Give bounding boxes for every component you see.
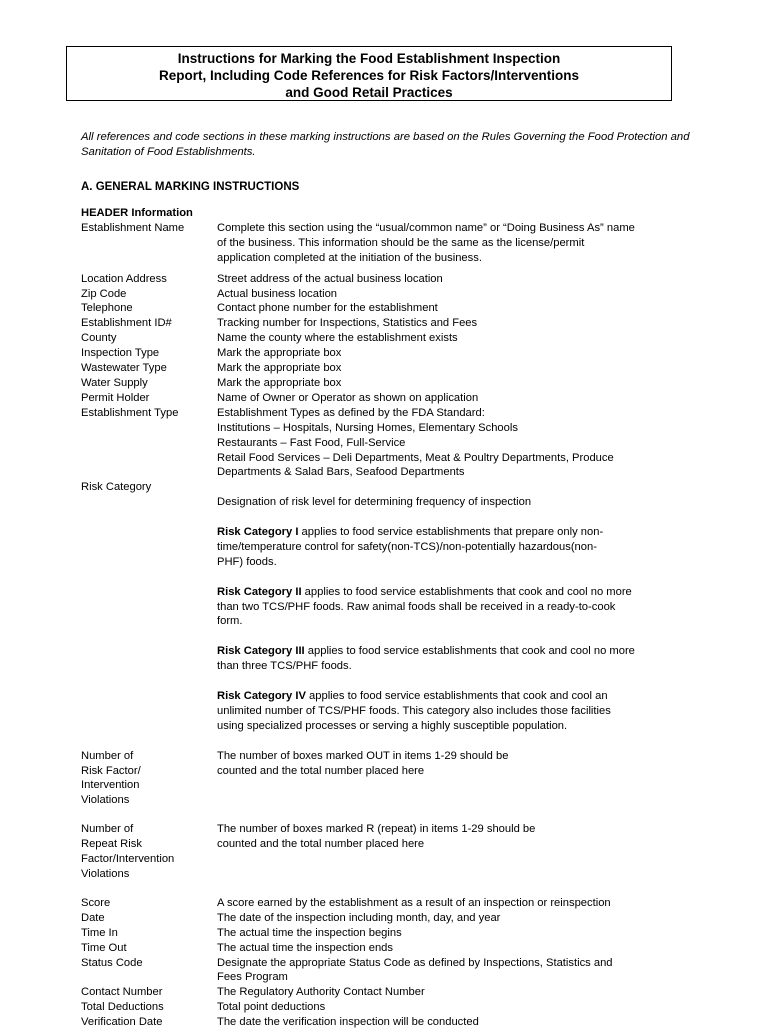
risk-category-3: [217, 644, 701, 674]
row-establishment-name: [81, 221, 701, 266]
row-label: Time Out: [81, 941, 127, 954]
risk-category-2: [217, 585, 701, 630]
risk-category-2-text: applies to food service establishments that cook and cool no more than two TCS/PHF foods. Raw animal foods shall be received in a ready-to-cook form.: [217, 585, 632, 628]
row-label: Number of Risk Factor/ Intervention Violations: [81, 749, 141, 807]
row-description: The number of boxes marked R (repeat) in items 1-29 should be counted and the total number placed here: [217, 823, 536, 851]
row-description: The number of boxes marked OUT in items 1-29 should be counted and the total number placed here: [217, 749, 509, 777]
risk-category-2-title: Risk Category II: [217, 585, 302, 598]
row-water-supply: [81, 376, 701, 391]
risk-category-3-title: Risk Category III: [217, 645, 305, 658]
row-zip-code: [81, 287, 701, 302]
row-label: Risk Category: [81, 481, 152, 494]
row-status-code: [81, 956, 701, 986]
row-number-repeat-violations: [81, 822, 701, 882]
row-description: The date of the inspection including month, day, and year: [217, 911, 501, 924]
row-score: [81, 896, 701, 911]
row-time-in: [81, 926, 701, 941]
row-label: Status Code: [81, 956, 143, 969]
row-description: Establishment Types as defined by the FDA Standard: Institutions – Hospitals, Nursing Homes, Elementary Schools Restaurants – Fast Food, Full-Service Retail Food Services – Deli Departments, Meat & Poultry Departments, Produce Departments & Salad Bars, Seafood Departments: [217, 406, 614, 479]
row-time-out: [81, 941, 701, 956]
row-description: A score earned by the establishment as a result of an inspection or reinspection: [217, 896, 611, 909]
row-county: [81, 331, 701, 346]
row-label: Contact Number: [81, 986, 163, 999]
row-label: Score: [81, 896, 111, 909]
row-establishment-id: [81, 316, 701, 331]
document-title-box: [66, 46, 672, 101]
row-description: The actual time the inspection begins: [217, 926, 402, 939]
intro-paragraph: All references and code sections in these marking instructions are based on the Rules Governing the Food Protection and Sanitation of Food Establishments.: [81, 131, 690, 158]
risk-category-4: [217, 689, 701, 734]
row-label: Date: [81, 911, 105, 924]
row-description: The Regulatory Authority Contact Number: [217, 986, 425, 999]
row-label: Establishment ID#: [81, 317, 172, 330]
row-label: Permit Holder: [81, 391, 150, 404]
row-label: Inspection Type: [81, 347, 160, 360]
row-location-address: [81, 272, 701, 287]
row-description: Total point deductions: [217, 1001, 326, 1014]
row-label: Wastewater Type: [81, 362, 167, 375]
row-label: Zip Code: [81, 287, 127, 300]
risk-category-4-text: applies to food service establishments that cook and cool an unlimited number of TCS/PHF foods. This category also includes those facilities using specialized processes or serving a highly susceptible population.: [217, 690, 611, 732]
row-label: Time In: [81, 926, 118, 939]
title-line-1: Instructions for Marking the Food Establishment Inspection: [177, 51, 561, 66]
row-description: Mark the appropriate box: [217, 362, 342, 375]
row-number-risk-violations: [81, 749, 701, 809]
row-label: Location Address: [81, 272, 167, 285]
row-description: Name the county where the establishment exists: [217, 332, 458, 345]
row-description: Actual business location: [217, 287, 338, 300]
row-description: Complete this section using the “usual/common name” or “Doing Business As” name of the business. This information should be the same as the license/permit application completed at the initiation of the business.: [217, 221, 635, 264]
risk-category-4-title: Risk Category IV: [217, 690, 306, 702]
row-risk-category: [81, 480, 701, 748]
risk-category-1-text: applies to food service establishments that prepare only non- time/temperature control for safety(non-TCS)/non-potentially hazardous(non- PHF) foods.: [217, 526, 604, 568]
row-establishment-type: [81, 406, 701, 481]
row-verification-date: [81, 1015, 701, 1030]
row-label: Telephone: [81, 302, 133, 315]
row-date: [81, 911, 701, 926]
row-description: Mark the appropriate box: [217, 376, 342, 389]
row-description: Street address of the actual business location: [217, 272, 443, 285]
row-total-deductions: [81, 1000, 701, 1015]
row-label: Total Deductions: [81, 1001, 164, 1014]
row-description: Tracking number for Inspections, Statistics and Fees: [217, 317, 478, 330]
row-description: The actual time the inspection ends: [217, 941, 393, 954]
row-label: Establishment Name: [81, 221, 185, 234]
section-heading: A. GENERAL MARKING INSTRUCTIONS: [81, 181, 300, 193]
row-inspection-type: [81, 346, 701, 361]
risk-category-intro: Designation of risk level for determining frequency of inspection: [217, 496, 532, 509]
row-label: Water Supply: [81, 376, 148, 389]
header-instructions-list: [81, 206, 701, 1030]
header-info-label: HEADER Information: [81, 207, 193, 219]
row-permit-holder: [81, 391, 701, 406]
row-description: Contact phone number for the establishment: [217, 302, 438, 315]
row-label: Establishment Type: [81, 406, 179, 419]
row-label: County: [81, 332, 117, 345]
row-description: Mark the appropriate box: [217, 347, 342, 360]
row-description: Name of Owner or Operator as shown on application: [217, 391, 479, 404]
risk-category-1-title: Risk Category I: [217, 526, 299, 539]
row-wastewater-type: [81, 361, 701, 376]
risk-category-1: [217, 525, 701, 570]
row-label: Number of Repeat Risk Factor/Intervention Violations: [81, 823, 175, 880]
row-description: Designate the appropriate Status Code as defined by Inspections, Statistics and Fees Program: [217, 956, 613, 984]
row-contact-number: [81, 985, 701, 1000]
title-line-2: Report, Including Code References for Risk Factors/Interventions: [158, 68, 580, 83]
title-line-3: and Good Retail Practices: [285, 85, 453, 100]
row-description: [217, 480, 701, 748]
row-label: Verification Date: [81, 1016, 163, 1029]
row-telephone: [81, 301, 701, 316]
risk-category-3-text: applies to food service establishments that cook and cool no more than three TCS/PHF foods.: [217, 645, 635, 673]
row-description: The date the verification inspection will be conducted: [217, 1016, 479, 1029]
